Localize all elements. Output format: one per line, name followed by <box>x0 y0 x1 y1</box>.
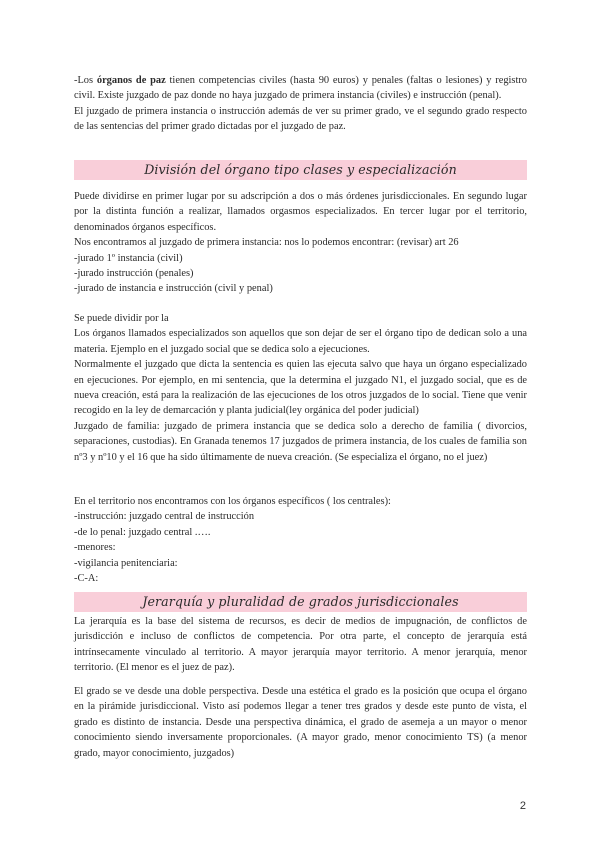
section1-list-item: -jurado 1º instancia (civil) <box>74 252 183 264</box>
section2-paragraph-1: La jerarquía es la base del sistema de recursos, es decir de medios de impugnación, de conflictos de jurisdicción e incluso de conflictos de competencia. Por otra parte, el concepto de jerarquía está intrínsecamente vinculado al territorio. A mayor jerarquía mayor territorio. A menor jerarquía, menor territorio. (El menor es el juez de paz). <box>74 616 527 674</box>
intro-rest: tienen competencias civiles (hasta 90 euros) y penales (faltas o lesiones) y registro civil. Existe juzgado de paz donde no haya juzgado de primera instancia (civiles) e instrucción (penal). <box>74 75 527 102</box>
section1-paragraph-4: Los órganos llamados especializados son aquellos que son dejar de ser el órgano tipo de dedican solo a una materia. Ejemplo en el juzgado social que se dedica solo a ejecuciones. <box>74 328 527 355</box>
section1-paragraph-7: En el territorio nos encontramos con los órganos específicos ( los centrales): <box>74 496 391 507</box>
section2-paragraph-2: El grado se ve desde una doble perspectiva. Desde una estética el grado es la posición que ocupa el órgano en la pirámide jurisdiccional. Visto así podemos llegar a tener tres grados y desde este punto de vista, el grado es distinto de instancia. Desde una perspectiva dinámica, el grado de asemeja a un mayor o menor conocimiento siendo inversamente proporcionales. (A mayor grado, menor conocimiento TS) (a menor grado, mayor conocimiento, juzgados) <box>74 686 527 759</box>
section1-paragraph-6: Juzgado de familia: juzgado de primera instancia que se dedica solo a derecho de familia ( divorcios, separaciones, custodias). En Granada tenemos 17 juzgados de primera instancia, de los cuales de familia son nº3 y nº10 y el 16 que ha sido últimamente de nueva creación. (Se especializa el órgano, no el juez) <box>74 420 527 463</box>
section-heading-division: División del órgano tipo clases y especialización <box>74 160 527 180</box>
section1-paragraph-5: Normalmente el juzgado que dicta la sentencia es quien las ejecuta salvo que haya un órgano especializado en ejecuciones. Por ejemplo, en mi sentencia, que la determina el juzgado N1, el juzgado social, que es de nueva creación, está para la realización de las ejecuciones de los otros juzgados de lo social. Tiene que venir recogido en la ley de demarcación y planta judicial(ley orgánica del poder judicial) <box>74 359 527 417</box>
section1-list2-item: -vigilancia penitenciaria: <box>74 557 178 569</box>
section1-block-3 <box>74 494 527 586</box>
intro-paragraph-1 <box>74 73 527 104</box>
section1-list2-item: -instrucción: juzgado central de instrucción <box>74 511 255 523</box>
page-number: 2 <box>519 800 526 812</box>
intro-paragraph-2: El juzgado de primera instancia o instrucción además de ver su primer grado, ve el segundo grado respecto de las sentencias del primer grado dictadas por el juzgado de paz. <box>74 105 527 133</box>
intro-prefix: -Los <box>74 75 97 86</box>
section1-list-item: -jurado instrucción (penales) <box>74 268 194 280</box>
section2-block-2 <box>74 684 527 761</box>
intro-bold-term: órganos de paz <box>96 75 166 86</box>
section1-block <box>74 189 527 297</box>
section1-list2-item: -menores: <box>74 542 116 554</box>
intro-block <box>74 73 527 135</box>
section1-paragraph-1: Puede dividirse en primer lugar por su adscripción a dos o más órdenes jurisdiccionales. En segundo lugar por la distinta función a realizar, llamados orgasmos especializados. En tercer lugar por el territorio, denominados órganos específicos. <box>74 191 527 233</box>
section-heading-jerarquia: Jerarquía y pluralidad de grados jurisdiccionales <box>74 592 527 612</box>
section2-block <box>74 614 527 676</box>
section1-list-item: -jurado de instancia e instrucción (civil y penal) <box>74 283 273 295</box>
section1-block-2 <box>74 311 527 465</box>
section1-paragraph-3: Se puede dividir por la <box>74 313 169 324</box>
section1-list2-item: -C-A: <box>74 573 99 585</box>
section1-list2-item: -de lo penal: juzgado central .…. <box>74 526 211 538</box>
section1-paragraph-2: Nos encontramos al juzgado de primera instancia: nos lo podemos encontrar: (revisar) art 26 <box>74 237 459 249</box>
